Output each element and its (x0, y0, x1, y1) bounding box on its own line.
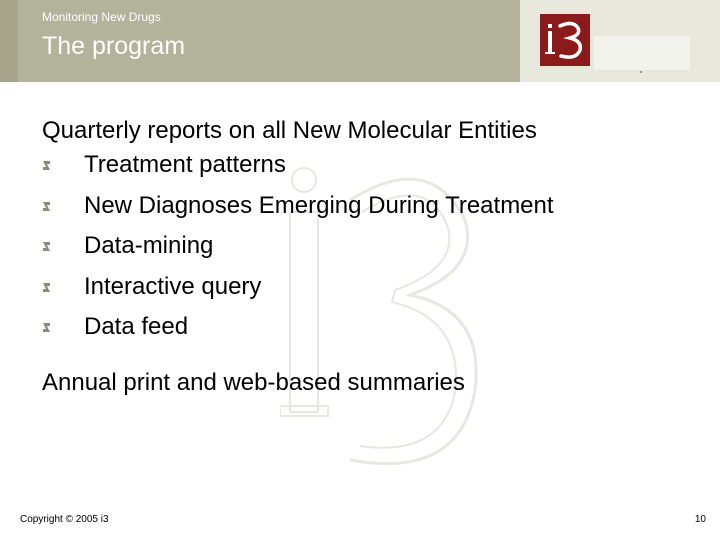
square-bullet-icon (42, 322, 51, 333)
sub-bullet-text: New Diagnoses Emerging During Treatment (84, 191, 554, 219)
i3-logo-icon (540, 14, 590, 66)
sub-bullet-item (42, 150, 702, 180)
logo-dot (640, 71, 642, 73)
sub-bullet-text: Interactive query (84, 272, 262, 300)
sub-bullet-text: Treatment patterns (84, 151, 286, 178)
footer-copyright: Copyright © 2005 i3 (20, 514, 109, 525)
sub-bullet-list (42, 150, 702, 342)
header-left-strip (0, 0, 18, 82)
logo-panel (594, 36, 690, 70)
footer-divider (0, 507, 720, 508)
page-number: 10 (694, 514, 706, 525)
main-bullet-2: Annual print and web-based summaries (42, 369, 465, 396)
square-bullet-icon (42, 160, 51, 171)
sub-bullet-item (42, 231, 702, 261)
slide-title: The program (42, 32, 186, 60)
square-bullet-icon (42, 241, 51, 252)
slide-content (42, 116, 702, 398)
square-bullet-icon (42, 282, 51, 293)
sub-bullet-text: Data-mining (84, 232, 214, 259)
sub-bullet-item (42, 272, 702, 302)
square-bullet-icon (42, 201, 51, 212)
sub-bullet-item (42, 191, 702, 221)
sub-bullet-text: Data feed (84, 313, 189, 340)
sub-bullet-item (42, 312, 702, 342)
section-label: Monitoring New Drugs (42, 10, 161, 24)
main-bullet-1: Quarterly reports on all New Molecular Entities (42, 117, 537, 144)
header-bar (0, 0, 720, 82)
